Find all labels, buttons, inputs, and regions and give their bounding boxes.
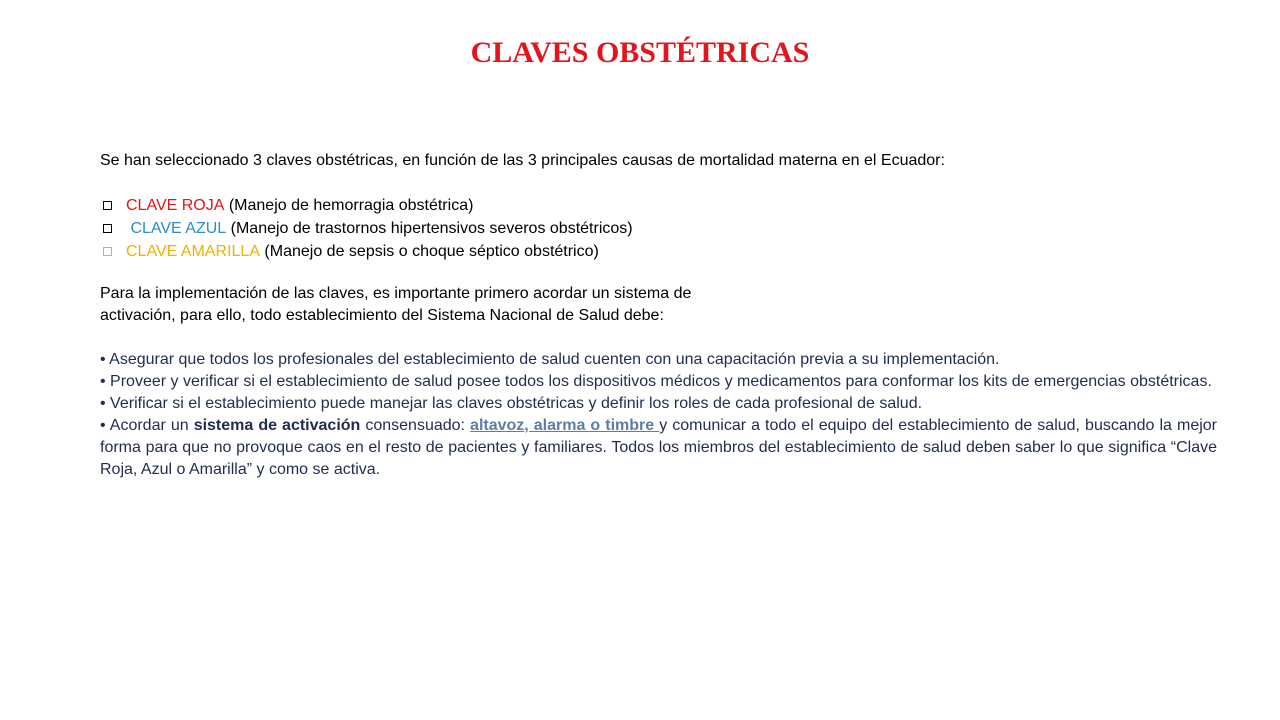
bullet-capacitacion: • Asegurar que todos los profesionales del establecimiento de salud cuenten con una capacitación previa a su implementación. <box>100 351 1000 368</box>
clave-roja-desc: (Manejo de hemorragia obstétrica) <box>224 196 474 214</box>
slide-content <box>100 150 1217 481</box>
checkbox-square-icon <box>103 201 112 210</box>
intro-text: Se han seleccionado 3 claves obstétricas, en función de las 3 principales causas de mortalidad materna en el Ecuador: <box>100 152 945 169</box>
bullet-activacion-pre: • Acordar un <box>100 417 194 434</box>
checkbox-square-icon <box>103 224 112 233</box>
bullet-activacion-post: y comunicar a todo el equipo del establecimiento de salud, buscando la mejor forma para que no provoque caos en el resto de pacientes y familiares. Todos los miembros del establecimiento de salud deben saber lo que significa “Clave Roja, Azul o Amarilla” y como se activa. <box>100 417 1217 478</box>
clave-azul-item <box>100 217 1217 240</box>
checkbox-square-icon <box>103 247 112 256</box>
implementation-line-1: Para la implementación de las claves, es importante primero acordar un sistema de <box>100 285 692 302</box>
implementation-line-2: activación, para ello, todo establecimiento del Sistema Nacional de Salud debe: <box>100 307 664 324</box>
bullet-roles: • Verificar si el establecimiento puede manejar las claves obstétricas y definir los roles de cada profesional de salud. <box>100 395 923 412</box>
clave-azul-label: CLAVE AZUL <box>126 219 227 237</box>
clave-amarilla-label: CLAVE AMARILLA <box>126 242 260 260</box>
clave-roja-label: CLAVE ROJA <box>126 196 225 214</box>
clave-amarilla-desc: (Manejo de sepsis o choque séptico obstétrico) <box>259 242 599 260</box>
activation-methods-link[interactable]: altavoz, alarma o timbre <box>470 417 660 434</box>
clave-roja-item <box>100 194 1217 217</box>
bullet-dispositivos: • Proveer y verificar si el establecimiento de salud posee todos los dispositivos médicos y medicamentos para conformar los kits de emergencias obstétricas. <box>100 373 1212 390</box>
bullet-activacion-mid: consensuado: <box>360 417 471 434</box>
bullet-activacion-bold: sistema de activación <box>193 417 361 434</box>
clave-azul-desc: (Manejo de trastornos hipertensivos severos obstétricos) <box>226 219 633 237</box>
bullet-activacion <box>100 415 1217 481</box>
page-title: CLAVES OBSTÉTRICAS <box>470 36 810 69</box>
clave-amarilla-item <box>100 240 1217 263</box>
